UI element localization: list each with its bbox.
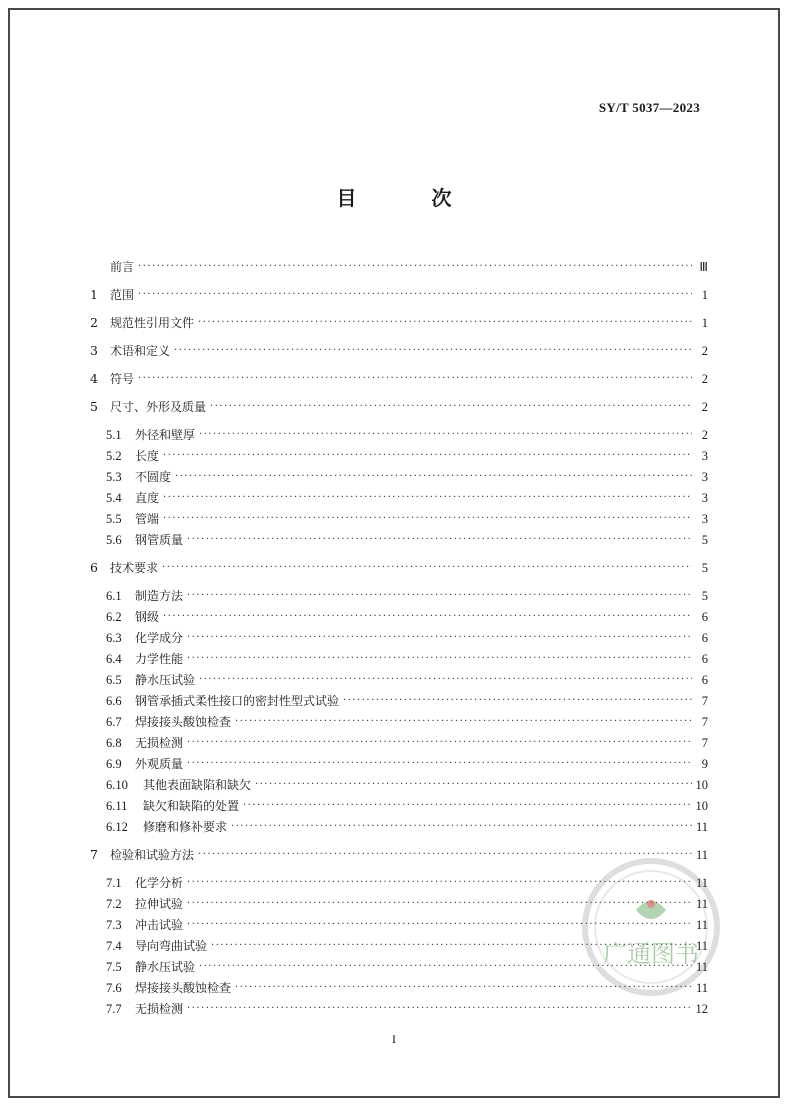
toc-page: 11 [695,897,708,911]
toc-entry[interactable] [106,423,708,443]
seal-dot-icon [647,900,655,908]
toc-page: 5 [701,589,708,603]
toc-title: 钢管承插式柔性接口的密封性型式试验 [135,694,340,708]
toc-title: 管端 [135,512,160,526]
toc-entry[interactable] [106,605,708,625]
toc-page: 1 [701,288,708,302]
toc-title: 直度 [135,491,160,505]
toc-entry[interactable] [106,710,708,730]
toc-page: 3 [701,470,708,484]
toc-title: 力学性能 [135,652,184,666]
toc-leader [198,315,692,331]
toc-entry[interactable] [106,773,708,793]
toc-leader [138,259,692,275]
toc-leader [199,672,692,688]
toc-page: 10 [695,778,708,792]
toc-page: 7 [701,694,708,708]
toc-page: Ⅲ [699,260,708,274]
toc-title: 检验和试验方法 [110,848,195,862]
toc-page: 6 [701,610,708,624]
toc-entry[interactable] [106,507,708,527]
toc-number: 6.10 [106,778,128,792]
toc-page: 7 [701,715,708,729]
toc-title: 修磨和修补要求 [143,820,228,834]
page-number: I [392,1032,396,1046]
seal-text: 广通图书 [603,940,699,968]
toc-entry[interactable] [106,668,708,688]
toc-entry[interactable] [106,752,708,772]
toc-page: 7 [701,736,708,750]
toc-title: 静水压试验 [135,960,196,974]
toc-leader [163,511,692,527]
toc-title: 化学分析 [135,876,184,890]
toc-title: 缺欠和缺陷的处置 [143,799,240,813]
toc-entry[interactable] [90,255,708,275]
toc-entry[interactable] [106,444,708,464]
toc-number: 6.4 [106,652,122,666]
toc-number: 7.2 [106,897,122,911]
toc-title: 长度 [135,449,160,463]
toc-entry[interactable] [106,689,708,709]
toc-number: 5.6 [106,533,122,547]
toc-page: 11 [695,960,708,974]
toc-page: 11 [695,876,708,890]
toc-title: 钢级 [135,610,160,624]
toc-page: 6 [701,673,708,687]
toc-number: 3 [90,343,98,358]
toc-title: 外观质量 [135,757,184,771]
toc-title: 静水压试验 [135,673,196,687]
toc-number: 7.3 [106,918,122,932]
toc-number: 7.1 [106,876,122,890]
toc-number: 1 [90,287,98,302]
toc-entry[interactable] [90,339,708,359]
toc-leader [235,714,692,730]
toc-leader [187,588,692,604]
toc-title: 不圆度 [135,470,172,484]
toc-page: 11 [695,848,708,862]
toc-page: 2 [701,372,708,386]
toc-entry[interactable] [90,367,708,387]
seal-ring-outer [585,861,717,993]
toc-page: 6 [701,631,708,645]
toc-entry[interactable] [106,528,708,548]
toc-leader [187,735,692,751]
toc-leader [343,693,692,709]
toc-title: 符号 [110,372,135,386]
toc-entry[interactable] [90,283,708,303]
toc-leader [199,427,692,443]
toc-entry[interactable] [90,556,708,576]
toc-leader [210,399,692,415]
toc-number: 5.4 [106,491,122,505]
toc-entry[interactable] [106,584,708,604]
toc-page: 3 [701,512,708,526]
toc-title: 范围 [110,288,135,302]
toc-page: 6 [701,652,708,666]
toc-number: 2 [90,315,98,330]
toc-entry[interactable] [106,794,708,814]
toc-number: 6.5 [106,673,122,687]
toc-number: 5.5 [106,512,122,526]
toc-leader [163,448,692,464]
toc-leader [138,287,692,303]
toc-leader [138,371,692,387]
toc-title: 尺寸、外形及质量 [110,400,207,414]
toc-number: 5 [90,399,98,414]
toc-entry[interactable] [106,731,708,751]
toc-number: 7.4 [106,939,122,953]
toc-title: 钢管质量 [135,533,184,547]
toc-page: 11 [695,981,708,995]
toc-leader [187,532,692,548]
toc-number: 6.2 [106,610,122,624]
toc-page: 9 [701,757,708,771]
toc-leader [174,343,692,359]
toc-number: 7.6 [106,981,122,995]
toc-number: 7.5 [106,960,122,974]
toc-number: 6.7 [106,715,122,729]
toc-number: 4 [90,371,98,386]
toc-number: 5.3 [106,470,122,484]
toc-number: 5.1 [106,428,122,442]
toc-title: 拉伸试验 [135,897,184,911]
toc-page: 1 [701,316,708,330]
toc-number: 6.12 [106,820,128,834]
toc-leader [231,819,692,835]
toc-number: 7.7 [106,1002,122,1016]
toc-number: 5.2 [106,449,122,463]
toc-title: 化学成分 [135,631,184,645]
toc-leader [175,469,692,485]
toc-number: 6 [90,560,98,575]
toc-entry[interactable] [106,465,708,485]
toc-leader [187,651,692,667]
toc-leader [255,777,692,793]
toc-entry[interactable] [90,311,708,331]
toc-leader [187,630,692,646]
toc-page: 10 [695,799,708,813]
toc-page: 11 [695,918,708,932]
toc-page: 3 [701,449,708,463]
toc-leader [163,490,692,506]
toc-title: 前言 [110,260,135,274]
toc-page: 5 [701,561,708,575]
page-title: 目 次 [336,186,486,210]
standard-code: SY/T 5037—2023 [598,100,700,115]
toc-title: 外径和壁厚 [135,428,196,442]
toc-title: 术语和定义 [110,344,171,358]
toc-entry[interactable] [106,626,708,646]
toc-page: 2 [701,344,708,358]
toc-title: 其他表面缺陷和缺欠 [143,778,252,792]
toc-page: 5 [701,533,708,547]
toc-title: 无损检测 [135,1002,184,1016]
toc-title: 规范性引用文件 [110,316,195,330]
toc-number: 6.1 [106,589,122,603]
toc-number: 6.11 [106,799,128,813]
toc-leader [162,560,692,576]
toc-leader [243,798,692,814]
toc-number: 7 [90,847,98,862]
toc-entry[interactable] [90,395,708,415]
publisher-seal-watermark [576,852,726,1002]
document-page [8,8,780,1098]
toc-title: 导向弯曲试验 [135,939,208,953]
toc-number: 6.9 [106,757,122,771]
toc-leader [187,1001,692,1017]
toc-leader [163,609,692,625]
toc-number: 6.8 [106,736,122,750]
toc-page: 12 [695,1002,708,1016]
toc-page: 3 [701,491,708,505]
toc-title: 技术要求 [110,561,159,575]
toc-entry[interactable] [106,815,708,835]
toc-title: 制造方法 [135,589,184,603]
toc-page: 2 [701,400,708,414]
toc-number: 6.3 [106,631,122,645]
toc-title: 无损检测 [135,736,184,750]
toc-page: 11 [695,820,708,834]
toc-title: 焊接接头酸蚀检查 [135,981,232,995]
toc-title: 焊接接头酸蚀检查 [135,715,232,729]
toc-page: 11 [695,939,708,953]
toc-entry[interactable] [106,647,708,667]
toc-entry[interactable] [106,486,708,506]
toc-page: 2 [701,428,708,442]
toc-number: 6.6 [106,694,122,708]
toc-leader [187,756,692,772]
toc-title: 冲击试验 [135,918,184,932]
